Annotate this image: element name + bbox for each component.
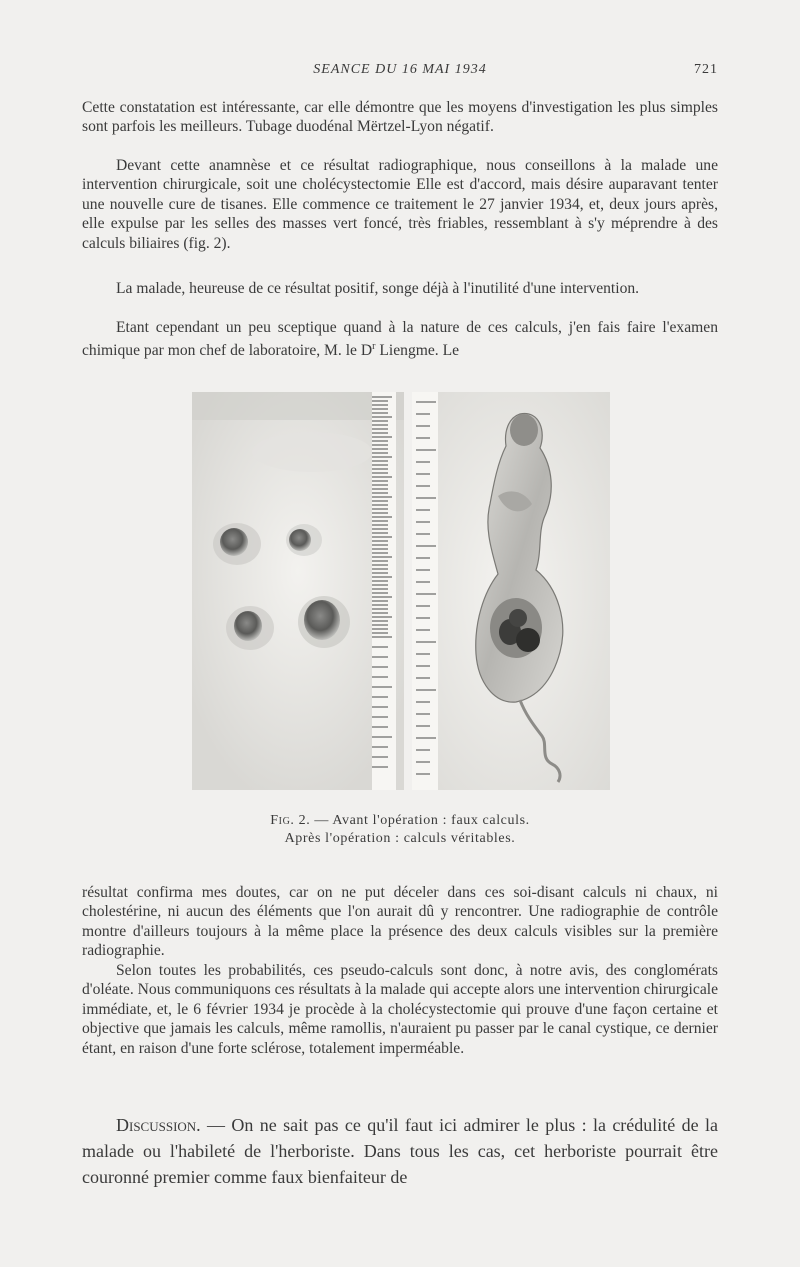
discussion-text: — On ne sait pas ce qu'il faut ici admirer le plus : la crédulité de la malade ou l'habileté de l'herboriste. Dans tous les cas, cet herboriste pourrait être couronné premier comme faux bienfaiteur de <box>82 1115 718 1187</box>
discussion-paragraph <box>82 1112 718 1190</box>
paragraph-2: Devant cette anamnèse et ce résultat radiographique, nous conseillons à la malade une intervention chirurgicale, soit une cholécystectomie Elle est d'accord, mais désire auparavant tenter une nouvelle cure de tisanes. Elle commence ce traitement le 27 janvier 1934, et, deux jours après, elle expulse par les selles des masses vert foncé, très friables, ressemblant à s'y méprendre à des calculs biliaires (fig. 2). <box>82 157 718 252</box>
figure-caption <box>82 812 718 848</box>
figure-2 <box>192 392 610 790</box>
paragraph-4-end: Liengme. Le <box>379 342 460 360</box>
paragraph-5: résultat confirma mes doutes, car on ne put déceler dans ces soi-disant calculs ni chaux, ni cholestérine, ni aucun des éléments que l'on aurait dû y rencontrer. Une radiographie de contrôle montre d'ailleurs toujours à la même place la présence des deux calculs visibles sur la première radiographie. <box>82 884 718 960</box>
running-title: SEANCE DU 16 MAI 1934 <box>313 62 487 77</box>
figure-left-photo <box>192 392 404 790</box>
superscript: r <box>372 341 376 353</box>
paragraph-6: Selon toutes les probabilités, ces pseudo-calculs sont donc, à notre avis, des conglomérats d'oléate. Nous communiquons ces résultats à la malade qui accepte alors une intervention chirurgicale immédiate, et, le 6 février 1934 je procède à la cholécystectomie qui prouve d'une façon certaine et objective que jamais les calculs, même ramollis, n'auraient pu passer par le canal cystique, ce dernier étant, en raison d'une forte sclérose, totalement imperméable. <box>82 962 718 1057</box>
paragraph-3: La malade, heureuse de ce résultat positif, songe déjà à l'inutilité d'une intervention. <box>116 280 640 297</box>
paragraph-4 <box>82 318 718 361</box>
caption-line-1 <box>82 812 718 830</box>
discussion-label: Discussion. <box>116 1115 201 1135</box>
paragraph-1: Cette constatation est intéressante, car elle démontre que les moyens d'investigation les plus simples sont parfois les meilleurs. Tubage duodénal Mërtzel-Lyon négatif. <box>82 99 718 136</box>
caption-line-2: Après l'opération : calculs véritables. <box>284 831 516 846</box>
page-number: 721 <box>694 62 718 77</box>
caption-label: Fig. 2. <box>270 813 311 828</box>
caption-text-1: — Avant l'opération : faux calculs. <box>310 813 530 828</box>
paragraph-4-text: Etant cependant un peu sceptique quand à la nature de ces calculs, j'en fais faire l'examen chimique par mon chef de laboratoire, M. le D <box>82 319 718 360</box>
figure-right-photo <box>412 392 610 790</box>
running-head <box>82 62 718 82</box>
